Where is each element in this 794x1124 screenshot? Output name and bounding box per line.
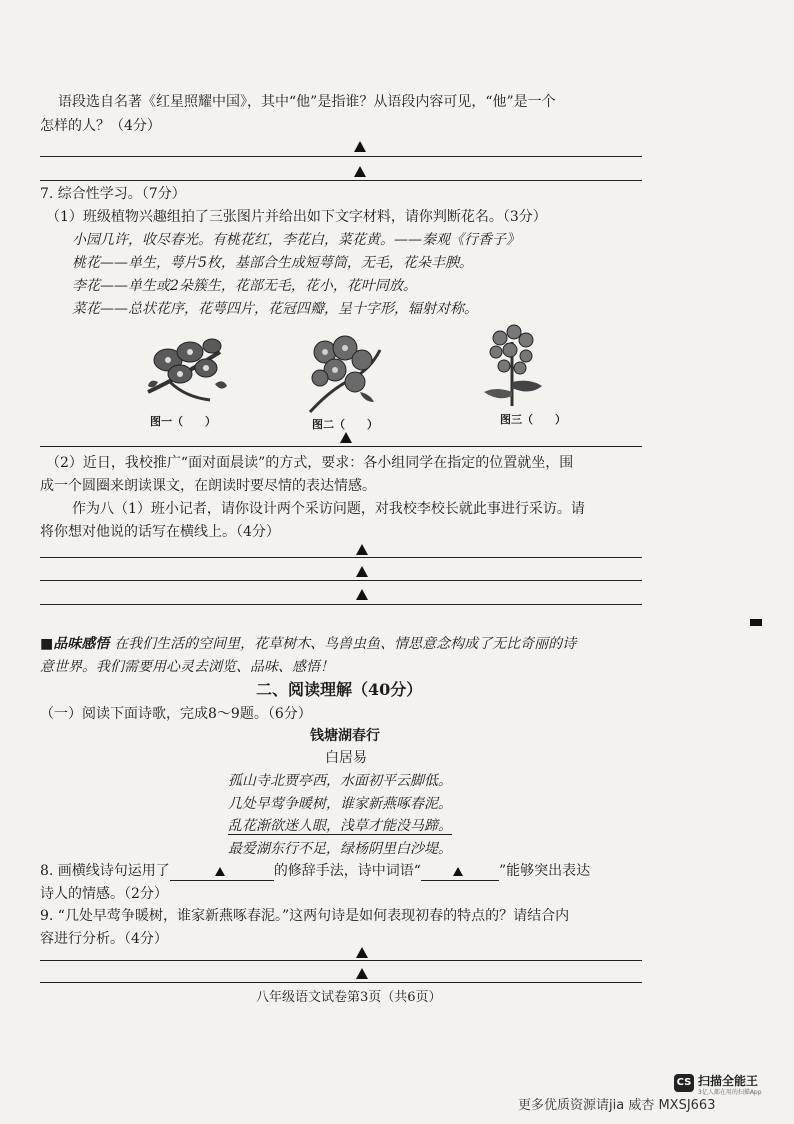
peach-flower-image xyxy=(140,322,230,410)
answer-marker xyxy=(340,432,352,443)
answer-line[interactable] xyxy=(40,960,642,961)
q6-question-line1: 语段选自名著《红星照耀中国》，其中“他”是指谁？从语段内容可见，“他”是一个 xyxy=(58,94,556,110)
answer-line[interactable] xyxy=(40,580,642,581)
q7-part2-line3: 作为八（1）班小记者，请你设计两个采访问题，对我校李校长就此事进行采访。请 xyxy=(72,501,585,517)
bottom-watermark-text: 更多优质资源请jia 威杏 MXSJ663 xyxy=(518,1098,716,1113)
poem-line-3-underlined: 乱花渐欲迷人眼，浅草才能没马蹄。 xyxy=(228,818,452,834)
q7-part2-line1: （2）近日，我校推广“面对面晨读”的方式，要求：各小组同学在指定的位置就坐，围 xyxy=(46,455,574,471)
answer-line[interactable] xyxy=(40,156,642,157)
q6-question-line2: 怎样的人？（4分） xyxy=(40,118,161,134)
answer-marker xyxy=(356,947,368,958)
q9-line1: 9. “几处早莺争暖树，谁家新燕啄春泥。”这两句诗是如何表现初春的特点的？请结合内 xyxy=(40,908,570,924)
q7-part2-line2: 成一个圆圈来朗读课文，在朗读时要尽情的表达情感。 xyxy=(40,478,376,494)
answer-marker xyxy=(356,544,368,555)
q7-peach-description: 桃花——单生，萼片5枚，基部合生成短萼筒，无毛，花朵丰腴。 xyxy=(72,255,473,271)
q8-line1: 8. 画横线诗句运用了 的修辞手法，诗中词语“ ”能够突出表达 xyxy=(40,863,591,879)
answer-marker xyxy=(354,141,366,152)
q7-rape-description: 菜花——总状花序，花萼四片，花冠四瓣，呈十字形，辐射对称。 xyxy=(72,301,478,317)
scanner-tagline: 3亿人都在用的扫描App xyxy=(698,1089,762,1096)
answer-marker xyxy=(356,566,368,577)
answer-line[interactable] xyxy=(40,604,642,605)
q7-plum-description: 李花——单生或2朵簇生，花部无毛，花小，花叶同放。 xyxy=(72,278,417,294)
answer-line[interactable] xyxy=(40,180,642,181)
q8-line2: 诗人的情感。（2分） xyxy=(40,886,168,902)
poem-title: 钱塘湖春行 xyxy=(310,728,380,744)
q7-part2-line4: 将你想对他说的话写在横线上。（4分） xyxy=(40,524,280,540)
answer-marker xyxy=(356,968,368,979)
poem-line-1: 孤山寺北贾亭西，水面初平云脚低。 xyxy=(228,773,452,789)
answer-marker xyxy=(356,589,368,600)
q8-word-blank[interactable] xyxy=(421,864,499,881)
answer-line[interactable] xyxy=(40,446,642,447)
edge-mark xyxy=(750,619,762,626)
section2-sub1: （一）阅读下面诗歌，完成8～9题。（6分） xyxy=(40,706,312,722)
plum-flower-image xyxy=(300,330,390,416)
q9-line2: 容进行分析。（4分） xyxy=(40,931,168,947)
poem-line-2: 几处早莺争暖树，谁家新燕啄春泥。 xyxy=(228,796,452,812)
intro-line2: 意世界。我们需要用心灵去浏览、品味、感悟！ xyxy=(40,659,334,675)
page-footer: 八年级语文试卷第3页（共6页） xyxy=(256,990,442,1005)
q7-poem-line: 小园几许，收尽春光。有桃花红，李花白，菜花黄。——秦观《行香子》 xyxy=(72,232,520,248)
figure-1-caption: 图一（ ） xyxy=(150,415,216,428)
q7-title: 7. 综合性学习。（7分） xyxy=(40,186,186,202)
poem-author: 白居易 xyxy=(325,750,367,766)
rape-flower-image xyxy=(470,322,554,408)
answer-line[interactable] xyxy=(40,982,642,983)
answer-line[interactable] xyxy=(40,557,642,558)
q8-rhetoric-blank[interactable] xyxy=(170,864,274,881)
poem-line-4: 最爱湖东行不足，绿杨阴里白沙堤。 xyxy=(228,841,452,857)
scanner-logo-icon: CS xyxy=(674,1074,694,1092)
intro-line1: ■品味感悟 在我们生活的空间里，花草树木、鸟兽虫鱼、情思意念构成了无比奇丽的诗 xyxy=(40,636,577,652)
q7-part1-prompt: （1）班级植物兴趣组拍了三张图片并给出如下文字材料，请你判断花名。（3分） xyxy=(46,209,547,225)
figure-2-caption: 图二（ ） xyxy=(312,418,378,431)
answer-marker xyxy=(354,166,366,177)
figure-3-caption: 图三（ ） xyxy=(500,413,566,426)
section-heading: 二、阅读理解（40分） xyxy=(256,680,423,699)
scanner-app-name: 扫描全能王 xyxy=(698,1074,759,1088)
